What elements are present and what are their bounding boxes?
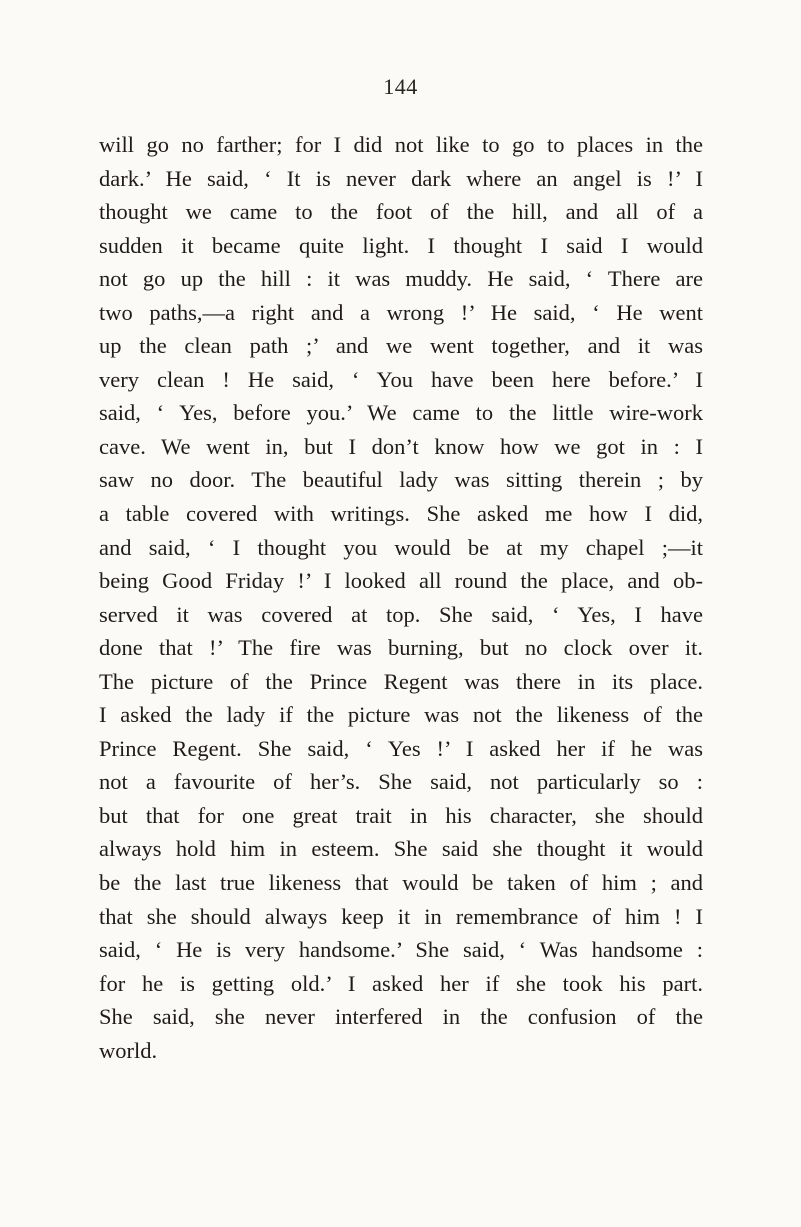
text-line: She said, she never interfered in the confusion of the <box>99 1004 703 1030</box>
text-line: saw no door. The beautiful lady was sitting therein ; by <box>99 467 703 493</box>
text-line: two paths,—a right and a wrong !’ He said, ‘ He went <box>99 299 703 325</box>
text-line: served it was covered at top. She said, ‘ Yes, I have <box>99 601 703 627</box>
body-text <box>99 128 703 1067</box>
text-line: thought we came to the foot of the hill, and all of a <box>99 199 703 225</box>
text-line: will go no farther; for I did not like to go to places in the <box>99 132 703 157</box>
text-line: up the clean path ;’ and we went together, and it was <box>99 333 703 359</box>
text-line: sudden it became quite light. I thought I said I would <box>99 232 703 258</box>
text-line: Prince Regent. She said, ‘ Yes !’ I asked her if he was <box>99 735 703 761</box>
text-line: cave. We went in, but I don’t know how we got in : I <box>99 433 703 459</box>
text-line: dark.’ He said, ‘ It is never dark where an angel is !’ I <box>99 165 703 191</box>
text-line: not go up the hill : it was muddy. He said, ‘ There are <box>99 266 703 292</box>
text-line: I asked the lady if the picture was not the likeness of the <box>99 702 703 728</box>
text-line: be the last true likeness that would be taken of him ; and <box>99 870 703 896</box>
text-line: said, ‘ Yes, before you.’ We came to the little wire-work <box>99 400 703 426</box>
page-number: 144 <box>383 74 418 99</box>
text-line: and said, ‘ I thought you would be at my chapel ;—it <box>99 534 703 560</box>
text-line: said, ‘ He is very handsome.’ She said, ‘ Was handsome : <box>99 937 703 963</box>
text-line: being Good Friday !’ I looked all round the place, and ob- <box>99 568 703 594</box>
text-line: done that !’ The fire was burning, but no clock over it. <box>99 635 703 661</box>
text-line: The picture of the Prince Regent was there in its place. <box>99 668 703 694</box>
text-line: but that for one great trait in his character, she should <box>99 802 703 828</box>
text-line: not a favourite of her’s. She said, not particularly so : <box>99 769 703 795</box>
text-line: world. <box>99 1037 158 1063</box>
text-line: for he is getting old.’ I asked her if she took his part. <box>99 970 703 996</box>
text-line: a table covered with writings. She asked me how I did, <box>99 501 703 527</box>
text-line: always hold him in esteem. She said she thought it would <box>99 836 703 862</box>
text-line: very clean ! He said, ‘ You have been here before.’ I <box>99 366 703 392</box>
text-line: that she should always keep it in remembrance of him ! I <box>99 903 703 929</box>
